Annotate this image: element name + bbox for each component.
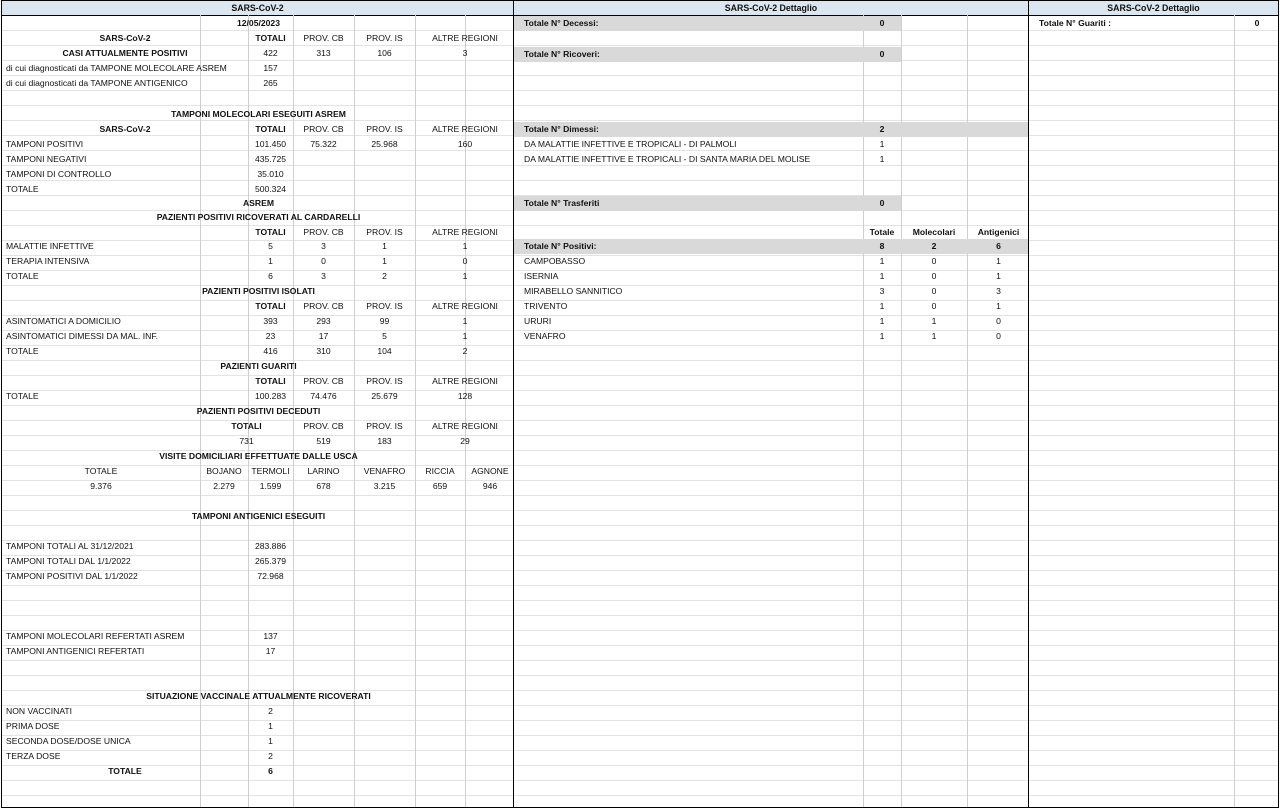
- tamponi-controllo-tot: 35.010: [257, 169, 284, 179]
- decessi-value: 0: [879, 18, 885, 28]
- comune-tot: 1: [879, 256, 885, 266]
- usca-value: 2.279: [213, 481, 235, 491]
- grid-row-line: [1029, 195, 1278, 196]
- positivi-ant: 6: [996, 241, 1001, 251]
- grid-row-line: [1029, 720, 1278, 721]
- ricoverati-row-label: TOTALE: [6, 271, 39, 281]
- grid-row-line: [1029, 75, 1278, 76]
- trasferiti-label: Totale N° Trasferiti: [524, 198, 600, 208]
- casi-cb: 313: [316, 48, 331, 58]
- col-prov-cb: PROV. CB: [303, 301, 344, 311]
- antigenico-label: di cui diagnosticati da TAMPONE ANTIGENICO: [6, 78, 188, 88]
- grid-row-line: [1029, 480, 1278, 481]
- vaccini-value: 1: [268, 736, 273, 746]
- grid-row-line: [514, 45, 1028, 46]
- grid-row-line: [1029, 300, 1278, 301]
- referti-label: TAMPONI MOLECOLARI REFERTATI ASREM: [6, 631, 185, 641]
- usca-value: 659: [432, 481, 448, 491]
- col-prov-is: PROV. IS: [366, 33, 403, 43]
- grid-row-line: [2, 615, 513, 616]
- grid-row-line: [2, 585, 513, 586]
- grid-row-line: [1029, 765, 1278, 766]
- grid-row-line: [2, 780, 513, 781]
- grid-row-line: [514, 75, 1028, 76]
- isolati-row-tot: 416: [263, 346, 278, 356]
- casi-label: CASI ATTUALMENTE POSITIVI: [62, 48, 188, 58]
- isolati-row-altre: 1: [462, 316, 468, 326]
- comune-name: VENAFRO: [524, 331, 566, 341]
- col-altre-regioni: ALTRE REGIONI: [432, 421, 498, 431]
- col-prov-cb: PROV. CB: [303, 33, 344, 43]
- grid-row-line: [1029, 375, 1278, 376]
- comune-mol: 1: [931, 316, 937, 326]
- deceduti-title: PAZIENTI POSITIVI DECEDUTI: [196, 406, 321, 416]
- grid-row-line: [1029, 465, 1278, 466]
- col-totali: TOTALI: [255, 124, 286, 134]
- isolati-row-label: ASINTOMATICI A DOMICILIO: [6, 316, 121, 326]
- tamponi-positivi-altre: 160: [457, 139, 473, 149]
- grid-row-line: [514, 90, 1028, 91]
- grid-row-line: [1029, 360, 1278, 361]
- grid-row-line: [1029, 510, 1278, 511]
- col-prov-is: PROV. IS: [366, 124, 403, 134]
- grid-row-line: [2, 105, 513, 106]
- isolati-row-tot: 393: [263, 316, 278, 326]
- grid-row-line: [1029, 270, 1278, 271]
- isolati-row-label: ASINTOMATICI DIMESSI DA MAL. INF.: [6, 331, 159, 341]
- grid-row-line: [1029, 45, 1278, 46]
- grid-row-line: [514, 375, 1028, 376]
- grid-row-line: [2, 795, 513, 796]
- usca-value: 3.215: [373, 481, 396, 491]
- casi-is: 106: [377, 48, 392, 58]
- guariti-is: 25.679: [371, 391, 398, 401]
- grid-row-line: [1029, 585, 1278, 586]
- isolati-row-tot: 23: [265, 331, 276, 341]
- ricoverati-row-label: MALATTIE INFETTIVE: [6, 241, 94, 251]
- grid-row-line: [1029, 60, 1278, 61]
- comune-ant: 0: [996, 331, 1001, 341]
- pos-header-antigenici: Antigenici: [977, 227, 1020, 237]
- comune-name: ISERNIA: [524, 271, 559, 281]
- usca-header: LARINO: [307, 466, 340, 476]
- usca-value: 1.599: [259, 481, 282, 491]
- dimessi-label: Totale N° Dimessi:: [524, 124, 599, 134]
- dimessi-value: 2: [879, 124, 885, 134]
- col-altre-regioni: ALTRE REGIONI: [432, 376, 498, 386]
- isolati-row-cb: 310: [316, 346, 331, 356]
- grid-row-line: [514, 540, 1028, 541]
- grid-row-line: [1029, 105, 1278, 106]
- col-prov-cb: PROV. CB: [303, 421, 344, 431]
- comune-mol: 1: [931, 331, 937, 341]
- asrem-label: ASREM: [242, 198, 275, 208]
- isolati-row-label: TOTALE: [6, 346, 39, 356]
- comune-name: TRIVENTO: [524, 301, 568, 311]
- vaccini-value: 1: [268, 721, 273, 731]
- grid-row-line: [1029, 315, 1278, 316]
- vaccini-value: 2: [268, 706, 273, 716]
- antigenico-value: 265: [263, 78, 278, 88]
- grid-row-line: [1029, 570, 1278, 571]
- grid-row-line: [1029, 450, 1278, 451]
- usca-value: 678: [316, 481, 331, 491]
- grid-row-line: [514, 660, 1028, 661]
- grid-row-line: [1029, 525, 1278, 526]
- ricoveri-label: Totale N° Ricoveri:: [524, 49, 600, 59]
- grid-row-line: [514, 570, 1028, 571]
- isolati-row-is: 104: [377, 346, 392, 356]
- grid-row-line: [514, 525, 1028, 526]
- grid-row-line: [2, 600, 513, 601]
- referti-value: 137: [263, 631, 278, 641]
- guariti-altre: 128: [457, 391, 473, 401]
- comune-name: CAMPOBASSO: [524, 256, 586, 266]
- guariti-label: TOTALE: [6, 391, 39, 401]
- grid-row-line: [1029, 630, 1278, 631]
- comune-ant: 3: [996, 286, 1001, 296]
- grid-row-line: [1029, 90, 1278, 91]
- comune-mol: 0: [931, 271, 937, 281]
- main-summary-panel: [1, 0, 514, 808]
- grid-row-line: [514, 390, 1028, 391]
- usca-header: TOTALE: [84, 466, 118, 476]
- referti-value: 17: [265, 646, 276, 656]
- guariti-title: PAZIENTI GUARITI: [220, 361, 297, 371]
- grid-row-line: [514, 180, 1028, 181]
- dimessi-item-label: DA MALATTIE INFETTIVE E TROPICALI - DI SANTA MARIA DEL MOLISE: [524, 154, 811, 164]
- grid-row-line: [514, 405, 1028, 406]
- grid-row-line: [1029, 645, 1278, 646]
- deceduti-cb: 519: [316, 436, 331, 446]
- ricoveri-value: 0: [879, 49, 885, 59]
- tamponi-positivi-cb: 75.322: [310, 139, 337, 149]
- col-altre-regioni: ALTRE REGIONI: [432, 301, 498, 311]
- col-prov-is: PROV. IS: [366, 301, 403, 311]
- usca-header: TERMOLI: [251, 466, 290, 476]
- grid-row-line: [1029, 555, 1278, 556]
- isolati-title: PAZIENTI POSITIVI ISOLATI: [202, 286, 315, 296]
- tamponi-negativi-label: TAMPONI NEGATIVI: [6, 154, 87, 164]
- grid-row-line: [514, 555, 1028, 556]
- grid-row-line: [514, 450, 1028, 451]
- ricoverati-title: PAZIENTI POSITIVI RICOVERATI AL CARDARELLI: [156, 212, 361, 222]
- vaccini-label: SECONDA DOSE/DOSE UNICA: [6, 736, 131, 746]
- guariti-panel-title: SARS-CoV-2 Dettaglio: [1029, 1, 1278, 16]
- grid-row-line: [1029, 120, 1278, 121]
- col-prov-is: PROV. IS: [366, 376, 403, 386]
- grid-row-line: [514, 780, 1028, 781]
- guariti-tot: 100.283: [254, 391, 287, 401]
- deceduti-tot: 731: [239, 436, 254, 446]
- usca-header: RICCIA: [425, 466, 455, 476]
- comune-tot: 1: [879, 301, 885, 311]
- comune-tot: 3: [879, 286, 885, 296]
- vaccini-label: TERZA DOSE: [6, 751, 61, 761]
- vaccini-label: NON VACCINATI: [6, 706, 73, 716]
- grid-row-line: [1029, 165, 1278, 166]
- main-panel-title: SARS-CoV-2: [2, 1, 513, 16]
- grid-row-line: [514, 585, 1028, 586]
- comune-name: MIRABELLO SANNITICO: [524, 286, 623, 296]
- grid-row-line: [514, 420, 1028, 421]
- ricoverati-row-cb: 0: [321, 256, 326, 266]
- col-prov-cb: PROV. CB: [303, 124, 344, 134]
- grid-row-line: [514, 105, 1028, 106]
- isolati-row-altre: 1: [462, 331, 468, 341]
- grid-row-line: [514, 750, 1028, 751]
- grid-row-line: [514, 510, 1028, 511]
- grid-row-line: [1029, 435, 1278, 436]
- grid-row-line: [1029, 705, 1278, 706]
- comune-mol: 0: [931, 301, 937, 311]
- ricoverati-row-altre: 0: [462, 256, 468, 266]
- comune-mol: 0: [931, 286, 937, 296]
- vaccini-totale-label: TOTALE: [108, 766, 142, 776]
- tamponi-negativi-tot: 435.725: [254, 154, 287, 164]
- antigenici-value: 72.968: [257, 571, 284, 581]
- tamponi-totale-tot: 500.324: [254, 184, 287, 194]
- grid-row-line: [1029, 330, 1278, 331]
- grid-row-line: [1029, 405, 1278, 406]
- report-date: 12/05/2023: [236, 18, 280, 28]
- grid-row-line: [1029, 495, 1278, 496]
- tamponi-positivi-is: 25.968: [371, 139, 398, 149]
- tamponi-positivi-tot: 101.450: [254, 139, 287, 149]
- grid-row-line: [514, 495, 1028, 496]
- grid-row-line: [1029, 390, 1278, 391]
- grid-row-line: [514, 465, 1028, 466]
- comune-tot: 1: [879, 271, 885, 281]
- detail-panel-title: SARS-CoV-2 Dettaglio: [514, 1, 1028, 16]
- grid-row-line: [514, 480, 1028, 481]
- vaccini-label: PRIMA DOSE: [6, 721, 60, 731]
- grid-row-line: [1029, 600, 1278, 601]
- col-altre-regioni: ALTRE REGIONI: [432, 124, 498, 134]
- grid-row-line: [514, 765, 1028, 766]
- ricoverati-row-tot: 5: [268, 241, 273, 251]
- casi-altre: 3: [462, 48, 468, 58]
- dimessi-item-label: DA MALATTIE INFETTIVE E TROPICALI - DI PALMOLI: [524, 139, 737, 149]
- pos-header-molecolari: Molecolari: [912, 227, 956, 237]
- grid-row-line: [514, 630, 1028, 631]
- col-totali: TOTALI: [255, 376, 286, 386]
- grid-row-line: [1029, 540, 1278, 541]
- grid-row-line: [514, 360, 1028, 361]
- guariti-total-label: Totale N° Guariti :: [1039, 18, 1112, 28]
- ricoverati-row-altre: 1: [462, 271, 468, 281]
- vaccini-totale-value: 6: [268, 766, 273, 776]
- tamponi-controllo-label: TAMPONI DI CONTROLLO: [6, 169, 112, 179]
- grid-row-line: [1029, 615, 1278, 616]
- grid-row-line: [514, 345, 1028, 346]
- grid-row-line: [2, 495, 513, 496]
- grid-row-line: [1029, 285, 1278, 286]
- grid-row-line: [1029, 135, 1278, 136]
- grid-row-line: [1029, 690, 1278, 691]
- grid-row-line: [514, 435, 1028, 436]
- ricoverati-row-is: 1: [382, 256, 387, 266]
- col-totali: TOTALI: [255, 301, 286, 311]
- antigenici-title: TAMPONI ANTIGENICI ESEGUITI: [191, 511, 326, 521]
- pos-header-totale: Totale: [869, 227, 895, 237]
- usca-header: VENAFRO: [363, 466, 406, 476]
- col-altre-regioni: ALTRE REGIONI: [432, 227, 498, 237]
- antigenici-label: TAMPONI TOTALI DAL 1/1/2022: [6, 556, 131, 566]
- grid-row-line: [1029, 210, 1278, 211]
- detail-panel: [513, 0, 1029, 808]
- antigenici-value: 265.379: [254, 556, 287, 566]
- col-totali: TOTALI: [231, 421, 262, 431]
- vaccini-title: SITUAZIONE VACCINALE ATTUALMENTE RICOVERATI: [146, 691, 371, 701]
- grid-row-line: [1029, 225, 1278, 226]
- usca-header: AGNONE: [471, 466, 509, 476]
- dimessi-item-value: 1: [879, 139, 885, 149]
- grid-row-line: [1029, 795, 1278, 796]
- grid-row-line: [1029, 780, 1278, 781]
- col-totali: TOTALI: [255, 227, 286, 237]
- ricoverati-row-cb: 3: [321, 271, 326, 281]
- comune-tot: 1: [879, 331, 885, 341]
- guariti-detail-panel: [1028, 0, 1279, 808]
- usca-title: VISITE DOMICILIARI EFFETTUATE DALLE USCA: [159, 451, 358, 461]
- col-prov-cb: PROV. CB: [303, 227, 344, 237]
- deceduti-altre: 29: [460, 436, 470, 446]
- grid-row-line: [1029, 180, 1278, 181]
- col-prov-cb: PROV. CB: [303, 376, 344, 386]
- grid-row-line: [1029, 255, 1278, 256]
- tamponi-title: TAMPONI MOLECOLARI ESEGUITI ASREM: [171, 109, 346, 119]
- antigenici-label: TAMPONI POSITIVI DAL 1/1/2022: [6, 571, 138, 581]
- grid-row-line: [514, 675, 1028, 676]
- isolati-row-altre: 2: [462, 346, 468, 356]
- positivi-mol: 2: [931, 241, 937, 251]
- grid-row-line: [2, 660, 513, 661]
- col-totali: TOTALI: [255, 33, 286, 43]
- positivi-label: Totale N° Positivi:: [524, 241, 597, 251]
- usca-value: 946: [482, 481, 498, 491]
- grid-row-line: [1029, 735, 1278, 736]
- decessi-label: Totale N° Decessi:: [524, 18, 599, 28]
- comune-tot: 1: [879, 316, 885, 326]
- casi-totali: 422: [263, 48, 278, 58]
- col-prov-is: PROV. IS: [366, 421, 403, 431]
- ricoverati-row-tot: 6: [268, 271, 273, 281]
- deceduti-is: 183: [377, 436, 392, 446]
- grid-line: [1234, 15, 1235, 807]
- grid-row-line: [1029, 150, 1278, 151]
- guariti-cb: 74.476: [310, 391, 337, 401]
- grid-row-line: [2, 525, 513, 526]
- grid-row-line: [514, 645, 1028, 646]
- comune-mol: 0: [931, 256, 937, 266]
- usca-header: BOJANO: [206, 466, 242, 476]
- col-prov-is: PROV. IS: [366, 227, 403, 237]
- grid-row-line: [514, 795, 1028, 796]
- comune-ant: 1: [996, 271, 1001, 281]
- ricoverati-row-is: 2: [382, 271, 387, 281]
- positivi-tot: 8: [879, 241, 885, 251]
- grid-row-line: [514, 720, 1028, 721]
- isolati-row-cb: 293: [316, 316, 331, 326]
- ricoverati-row-tot: 1: [268, 256, 273, 266]
- ricoverati-row-altre: 1: [462, 241, 468, 251]
- trasferiti-value: 0: [879, 198, 885, 208]
- grid-row-line: [1029, 675, 1278, 676]
- ricoverati-row-label: TERAPIA INTENSIVA: [6, 256, 90, 266]
- grid-row-line: [1029, 345, 1278, 346]
- comune-ant: 1: [996, 256, 1001, 266]
- molecolare-value: 157: [263, 63, 278, 73]
- grid-row-line: [1029, 420, 1278, 421]
- grid-row-line: [514, 120, 1028, 121]
- antigenici-label: TAMPONI TOTALI AL 31/12/2021: [6, 541, 134, 551]
- antigenici-value: 283.886: [254, 541, 287, 551]
- grid-row-line: [1029, 660, 1278, 661]
- guariti-total-value: 0: [1254, 18, 1260, 28]
- vaccini-value: 2: [268, 751, 273, 761]
- grid-row-line: [1029, 240, 1278, 241]
- dimessi-item-value: 1: [879, 154, 885, 164]
- ricoverati-row-cb: 3: [321, 241, 326, 251]
- molecolare-label: di cui diagnosticati da TAMPONE MOLECOLARE ASREM: [6, 63, 227, 73]
- isolati-row-is: 99: [379, 316, 390, 326]
- comune-name: URURI: [524, 316, 552, 326]
- grid-row-line: [514, 600, 1028, 601]
- usca-value: 9.376: [90, 481, 112, 491]
- grid-row-line: [514, 690, 1028, 691]
- referti-label: TAMPONI ANTIGENICI REFERTATI: [6, 646, 145, 656]
- grid-row-line: [514, 705, 1028, 706]
- grid-row-line: [1029, 750, 1278, 751]
- sars-label: SARS-CoV-2: [99, 124, 151, 134]
- isolati-row-cb: 17: [318, 331, 329, 341]
- tamponi-positivi-label: TAMPONI POSITIVI: [6, 139, 84, 149]
- ricoverati-row-is: 1: [382, 241, 387, 251]
- col-altre-regioni: ALTRE REGIONI: [432, 33, 498, 43]
- comune-ant: 0: [996, 316, 1001, 326]
- sars-label: SARS-CoV-2: [99, 33, 151, 43]
- comune-ant: 1: [996, 301, 1001, 311]
- tamponi-totale-label: TOTALE: [6, 184, 39, 194]
- grid-row-line: [514, 735, 1028, 736]
- isolati-row-is: 5: [382, 331, 387, 341]
- grid-row-line: [514, 615, 1028, 616]
- grid-row-line: [2, 675, 513, 676]
